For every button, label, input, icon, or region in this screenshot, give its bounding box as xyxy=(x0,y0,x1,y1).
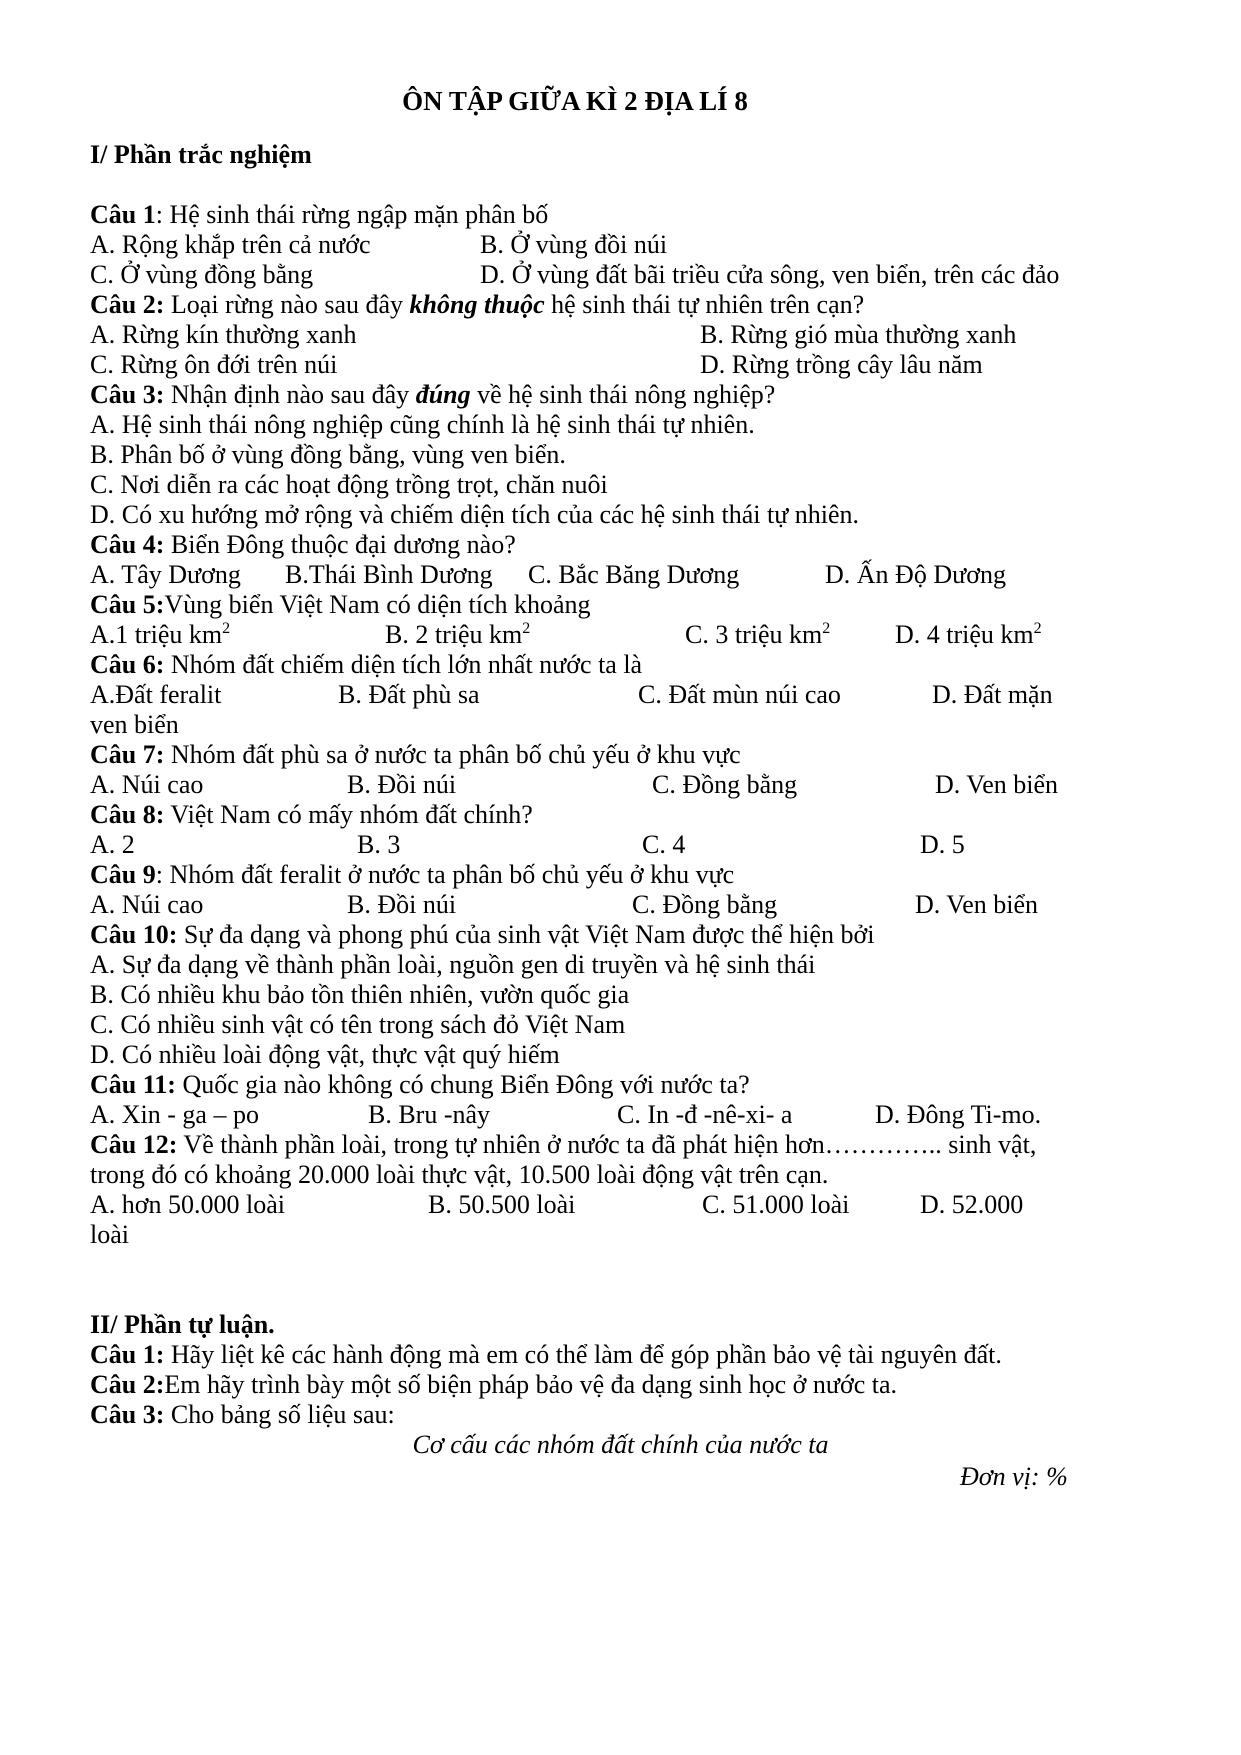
option-d: D. Ấn Độ Dương xyxy=(825,560,1006,589)
question-5-options xyxy=(90,618,1201,652)
option-d: D. Rừng trồng cây lâu năm xyxy=(700,350,983,379)
option-a: A. Hệ sinh thái nông nghiệp cũng chính là hệ sinh thái tự nhiên. xyxy=(90,410,755,439)
option-a: A. 2 xyxy=(90,830,135,859)
page-title: ÔN TẬP GIỮA KÌ 2 ĐỊA LÍ 8 xyxy=(402,86,748,116)
question-12: Câu 12: Về thành phần loài, trong tự nhiên ở nước ta đã phát hiện hơn………….. sinh vật, xyxy=(90,1130,1037,1159)
option-c: C. Rừng ôn đới trên núi xyxy=(90,350,338,379)
option-b: B. Đồi núi xyxy=(347,770,457,799)
question-5: Câu 5:Vùng biển Việt Nam có diện tích khoảng xyxy=(90,590,591,619)
question-9: Câu 9: Nhóm đất feralit ở nước ta phân bố chủ yếu ở khu vực xyxy=(90,860,735,889)
option-c: C. Đất mùn núi cao xyxy=(638,680,841,709)
essay-question-3: Câu 3: Cho bảng số liệu sau: xyxy=(90,1400,395,1429)
option-b: B. Ở vùng đồi núi xyxy=(480,230,668,259)
question-6: Câu 6: Nhóm đất chiếm diện tích lớn nhất nước ta là xyxy=(90,650,643,679)
option-d: D. Đất mặn xyxy=(932,680,1053,709)
option-d: D. Có xu hướng mở rộng và chiếm diện tích của các hệ sinh thái tự nhiên. xyxy=(90,500,860,529)
option-c: C. Ở vùng đồng bằng xyxy=(90,260,314,289)
question-7: Câu 7: Nhóm đất phù sa ở nước ta phân bố chủ yếu ở khu vực xyxy=(90,740,741,769)
option-a: A.Đất feralit xyxy=(90,680,222,709)
option-b: B. 3 xyxy=(357,830,401,859)
option-b: B. Có nhiều khu bảo tồn thiên nhiên, vườn quốc gia xyxy=(90,980,630,1009)
option-d: D. 5 xyxy=(920,830,965,859)
option-d: D. 4 triệu $km^2$ xyxy=(895,620,1042,649)
option-c: C. In -đ -nê-xi- a xyxy=(617,1100,793,1129)
option-a: A. Núi cao xyxy=(90,770,204,799)
question-1-options-row-2 xyxy=(90,258,1201,292)
question-8: Câu 8: Việt Nam có mấy nhóm đất chính? xyxy=(90,800,533,829)
option-d: D. Ven biển xyxy=(915,890,1039,919)
question-11: Câu 11: Quốc gia nào không có chung Biển Đông với nước ta? xyxy=(90,1070,750,1099)
option-d-continuation: ven biển xyxy=(90,710,179,739)
section-heading-multiple-choice: I/ Phần trắc nghiệm xyxy=(90,140,312,169)
question-10: Câu 10: Sự đa dạng và phong phú của sinh vật Việt Nam được thể hiện bởi xyxy=(90,920,875,949)
option-d: D. 52.000 xyxy=(920,1190,1024,1219)
option-a: A.1 triệu $km^2$ xyxy=(90,620,231,649)
option-d: D. Ven biển xyxy=(935,770,1059,799)
option-b: B. Phân bố ở vùng đồng bằng, vùng ven biển. xyxy=(90,440,566,469)
option-b: B. Rừng gió mùa thường xanh xyxy=(700,320,1017,349)
question-2: Câu 2: Loại rừng nào sau đây không thuộc hệ sinh thái tự nhiên trên cạn? xyxy=(90,290,865,319)
question-6-options xyxy=(90,678,1201,712)
option-a: A. Xin - ga – po xyxy=(90,1100,259,1129)
question-12-continuation: trong đó có khoảng 20.000 loài thực vật, 10.500 loài động vật trên cạn. xyxy=(90,1160,829,1189)
question-2-options-row-1 xyxy=(90,318,1201,352)
question-2-options-row-2 xyxy=(90,348,1201,382)
table-unit: Đơn vị: % xyxy=(960,1462,1068,1491)
table-caption: Cơ cấu các nhóm đất chính của nước ta xyxy=(412,1430,829,1459)
option-a: A. Tây Dương xyxy=(90,560,241,589)
option-a: A. hơn 50.000 loài xyxy=(90,1190,286,1219)
option-b: B. 2 triệu $km^2$ xyxy=(385,620,531,649)
option-b: B.Thái Bình Dương xyxy=(285,560,493,589)
option-c: C. Đồng bằng xyxy=(652,770,798,799)
option-a: A. Rộng khắp trên cả nước xyxy=(90,230,371,259)
essay-question-2: Câu 2:Em hãy trình bày một số biện pháp bảo vệ đa dạng sinh học ở nước ta. xyxy=(90,1370,898,1399)
option-b: B. 50.500 loài xyxy=(428,1190,576,1219)
question-12-options xyxy=(90,1188,1201,1222)
option-c: C. Bắc Băng Dương xyxy=(528,560,740,589)
option-d: D. Đông Ti-mo. xyxy=(875,1100,1042,1129)
section-heading-essay: II/ Phần tự luận. xyxy=(90,1310,275,1339)
option-c: C. Đồng bằng xyxy=(632,890,778,919)
question-9-options xyxy=(90,888,1201,922)
essay-question-1: Câu 1: Hãy liệt kê các hành động mà em có thể làm để góp phần bảo vệ tài nguyên đất. xyxy=(90,1340,1002,1369)
option-a: A. Rừng kín thường xanh xyxy=(90,320,357,349)
question-1-options-row-1 xyxy=(90,228,1201,262)
option-b: B. Bru -nây xyxy=(368,1100,491,1129)
question-8-options xyxy=(90,828,1201,862)
option-c: C. 51.000 loài xyxy=(702,1190,850,1219)
option-c: C. 4 xyxy=(642,830,686,859)
question-11-options xyxy=(90,1098,1201,1132)
question-4-options xyxy=(90,558,1201,592)
option-c: C. Có nhiều sinh vật có tên trong sách đỏ Việt Nam xyxy=(90,1010,626,1039)
option-c: C. Nơi diễn ra các hoạt động trồng trọt, chăn nuôi xyxy=(90,470,608,499)
question-4: Câu 4: Biển Đông thuộc đại dương nào? xyxy=(90,530,516,559)
option-a: A. Núi cao xyxy=(90,890,204,919)
option-d: D. Ở vùng đất bãi triều cửa sông, ven biển, trên các đảo xyxy=(480,260,1060,289)
question-3: Câu 3: Nhận định nào sau đây đúng về hệ sinh thái nông nghiệp? xyxy=(90,380,776,409)
option-b: B. Đất phù sa xyxy=(338,680,480,709)
option-a: A. Sự đa dạng về thành phần loài, nguồn gen di truyền và hệ sinh thái xyxy=(90,950,816,979)
option-c: C. 3 triệu $km^2$ xyxy=(685,620,831,649)
option-b: B. Đồi núi xyxy=(347,890,457,919)
question-1: Câu 1: Hệ sinh thái rừng ngập mặn phân bố xyxy=(90,200,549,229)
option-d: D. Có nhiều loài động vật, thực vật quý hiếm xyxy=(90,1040,560,1069)
option-d-continuation: loài xyxy=(90,1220,129,1249)
question-7-options xyxy=(90,768,1201,802)
